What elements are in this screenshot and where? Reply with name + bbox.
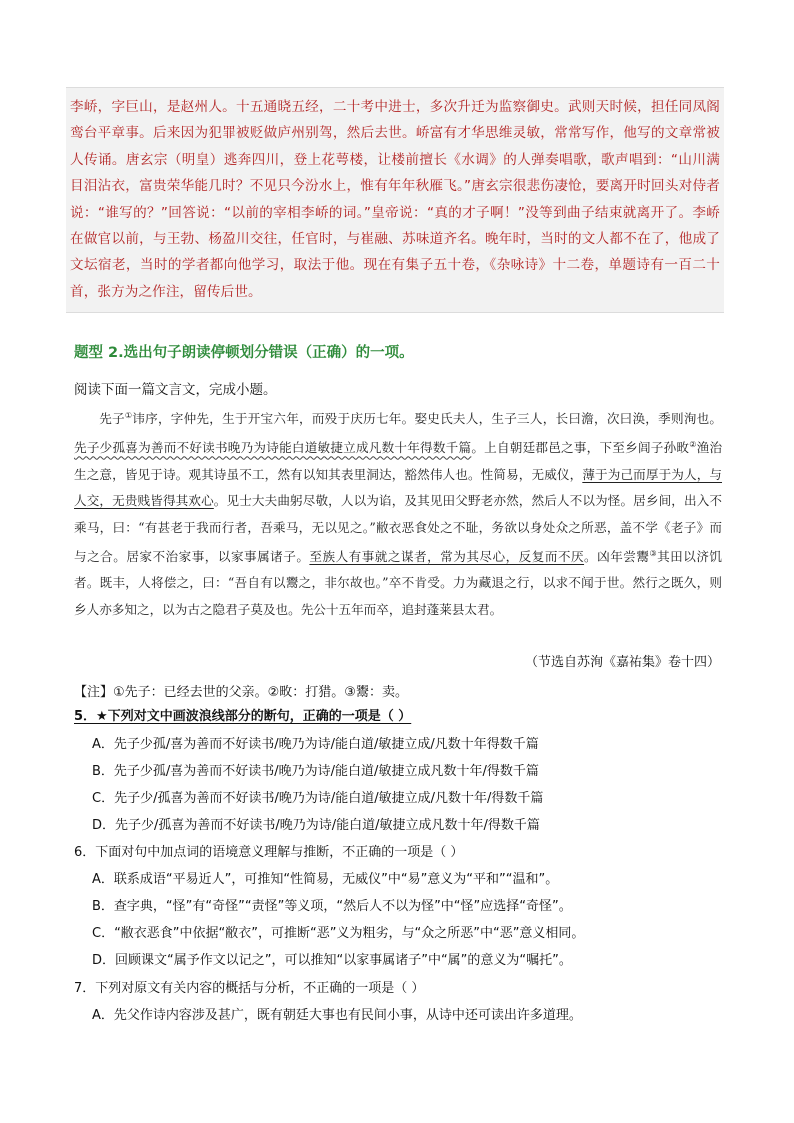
passage-text: 其田以济饥者。既丰，人将偿之，曰：“吾自有以鬻之，非尔故也。”卒不肯受。力为藏退之行，以求不闻于世。然行之既久，则乡人亦多知之，以为古之隐君子莫及也。先公十五年而卒，追封蓬莱县太君。 [74,549,722,617]
footnote-marker: ② [689,440,697,450]
wavy-underlined-sentence: 先子少孤喜为善而不好读书晚乃为诗能白道敏捷立成凡数十年得数千篇 [74,440,472,456]
question-5-option-d[interactable]: D．先子少/孤喜为善而不好读书/晚乃为诗/能白道/敏捷立成凡数十年/得数千篇 [92,818,540,833]
translation-text: 李峤，字巨山，是赵州人。十五通晓五经，二十考中进士，多次升迁为监察御史。武则天时候，担任同凤阁鸾台平章事。后来因为犯罪被贬做庐州别驾，然后去世。峤富有才华思维灵敏，常常写作，他写的文章常被人传诵。唐玄宗（明皇）逃奔四川，登上花萼楼，让楼前擅长《水调》的人弹奏唱歌，歌声唱到：“山川满目泪沾衣，富贵荣华能几时？不见只今汾水上，惟有年年秋雁飞。”唐玄宗很悲伤凄怆，要离开时回头对侍者说：“谁写的？”回答说：“以前的宰相李峤的词。”皇帝说：“真的才子啊！”没等到曲子结束就离开了。李峤在做官以前，与王勃、杨盈川交往，任官时，与崔融、苏味道齐名。晚年时，当时的文人都不在了，他成了文坛宿老，当时的学者都向他学习，取法于他。现在有集子五十卷，《杂咏诗》十二卷，单题诗有一百二十首，张方为之作注，留传后世。 [70,99,720,300]
question-6-option-a[interactable]: A．联系成语“平易近人”，可推知“性简易，无威仪”中“易”意义为“平和”“温和”。 [92,872,559,887]
question-5-option-b[interactable]: B．先子少孤/喜为善而不好读书/晚乃为诗/能白道/敏捷立成凡数十年/得数千篇 [92,764,539,779]
underlined-sentence: 至族人有事就之谋者，常为其尽心，反复而不厌 [309,549,585,565]
translation-box [66,87,724,313]
question-5-option-c[interactable]: C．先子少/孤喜为善而不好读书/晚乃为诗/能白道/敏捷立成/凡数十年/得数千篇 [92,791,544,806]
question-6-option-c[interactable]: C．“敝衣恶食”中依据“敝衣”，可推断“恶”义为粗劣，与“众之所恶”中“恶”意义相同。 [92,926,585,941]
reading-instruction: 阅读下面一篇文言文，完成小题。 [74,382,277,398]
question-5-option-a[interactable]: A．先子少孤/喜为善而不好读书/晚乃为诗/能白道/敏捷立成/凡数十年得数千篇 [92,737,539,752]
question-6-option-d[interactable]: D．回顾课文“属予作文以记之”，可以推知“以家事属诸子”中“属”的意义为“嘱托”。 [92,953,572,968]
section-heading: 题型 2.选出句子朗读停顿划分错误（正确）的一项。 [74,345,414,361]
footnote-marker: ③ [649,548,658,558]
classical-passage [74,403,722,623]
passage-text: 。上自朝廷郡邑之事，下至乡闾子孙畋 [471,440,690,456]
footnotes: 【注】①先子：已经去世的父亲。②畋：打猎。③鬻：卖。 [74,685,408,700]
question-5-text: 5．★下列对文中画波浪线部分的断句，正确的一项是（ ） [74,709,412,724]
passage-text: 渔治生之意，皆见于诗。观其诗虽不工，然有以知其表里洞达，豁然伟人也。性简易，无威仪， [74,440,723,482]
passage-text: 讳序，字仲先，生于开宝六年，而殁于庆历七年。娶史氏夫人，生子三人，长曰澹，次曰涣，季则洵也。 [132,411,723,427]
passage-source: （节选自苏洵《嘉祐集》卷十四） [524,655,720,670]
footnote-marker: ① [124,411,133,420]
question-6-option-b[interactable]: B．查字典，“怪”有“奇怪”“责怪”等义项，“然后人不以为怪”中“怪”应选择“奇怪”。 [92,899,572,914]
question-5-stem [74,705,411,724]
question-7-option-a[interactable]: A．先父作诗内容涉及甚广，既有朝廷大事也有民间小事，从诗中还可读出许多道理。 [92,1008,582,1023]
question-6-stem: 6．下面对句中加点词的语境意义理解与推断，不正确的一项是（ ） [74,845,464,860]
passage-text: 先子 [99,411,125,427]
passage-text: 。凶年尝鬻 [584,549,650,565]
question-7-stem: 7．下列对原文有关内容的概括与分析，不正确的一项是（ ） [74,981,425,996]
underlined-sentence: 薄于为己而厚于为人，与人交，无贵贱皆得其欢心 [74,466,723,509]
passage-text: 。见士大夫曲躬尽敬，人以为谄，及其见田父野老亦然，然后人不以为怪。居乡间，出入不乘马，曰：“有甚老于我而行者，吾乘马，无以见之。”敝衣恶食处之不耻，务欲以身处众之所恶，盖不学《老子》而与之合。居家不治家事，以家事属诸子。 [74,493,723,565]
